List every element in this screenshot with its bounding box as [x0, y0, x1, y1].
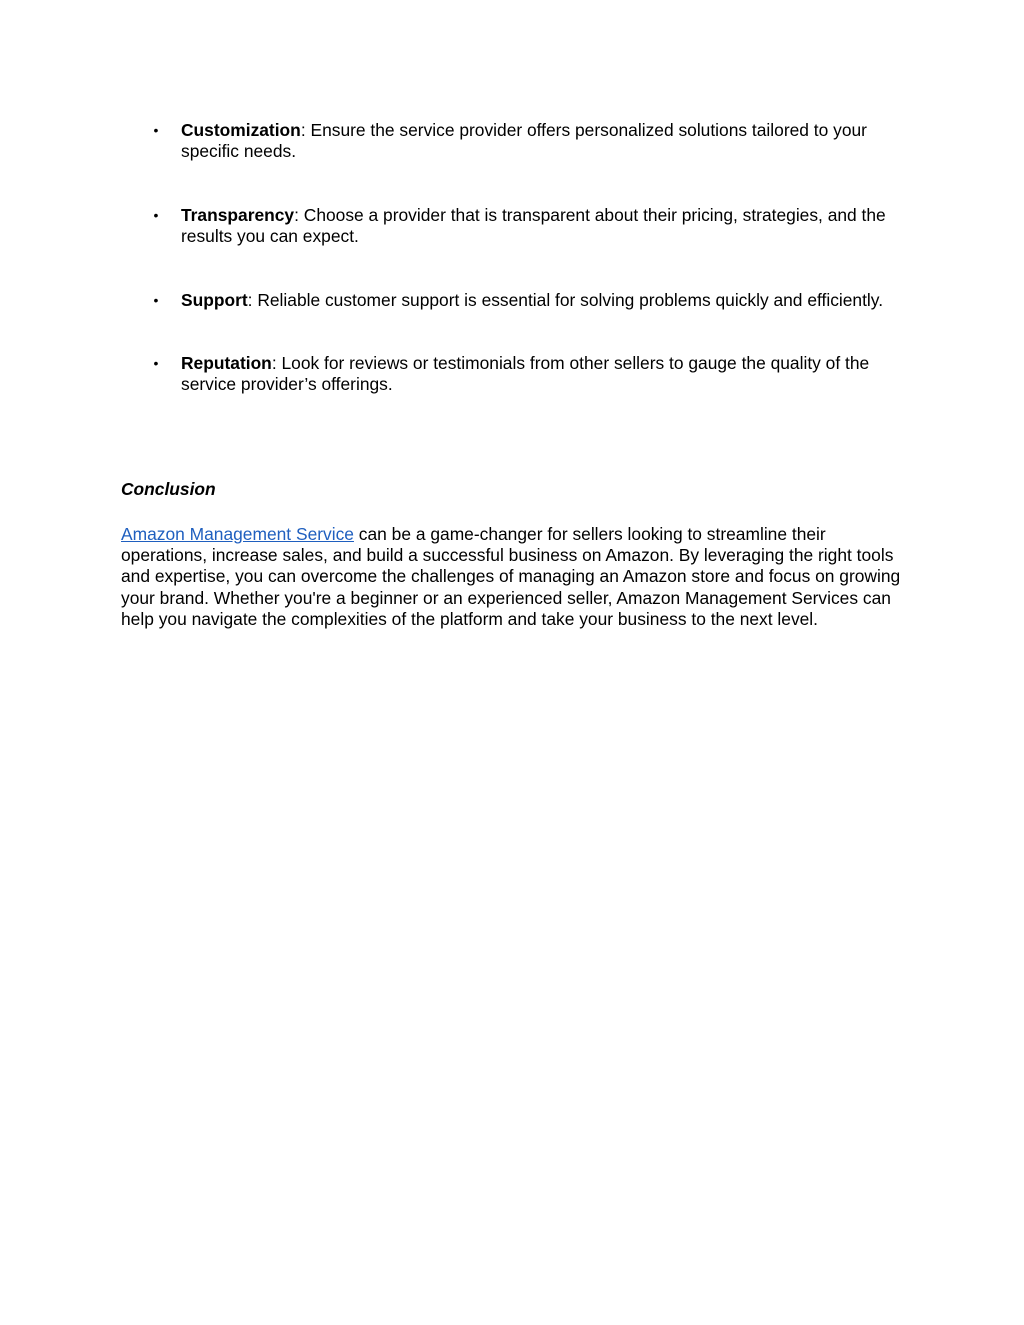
conclusion-paragraph	[121, 524, 911, 630]
bullet-icon: •	[153, 291, 159, 308]
amazon-management-service-link[interactable]: Amazon Management Service	[121, 524, 354, 544]
bullet-term: Transparency	[181, 204, 295, 225]
list-item	[0, 353, 1024, 395]
list-item	[0, 205, 1024, 247]
list-item	[0, 120, 1024, 162]
conclusion-body-text: can be a game-changer for sellers looking to streamline their operations, increase sales, and build a successful business on Amazon. By leveraging the right tools and expertise, you can overcome the challenges of managing an Amazon store and focus on growing your brand. Whether you're a beginner or an experienced seller, Amazon Management Services can help you navigate the complexities of the platform and take your business to the next level.	[121, 524, 901, 629]
bullet-text: : Look for reviews or testimonials from other sellers to gauge the quality of the service provider’s offerings.	[181, 353, 870, 395]
bullet-icon: •	[153, 355, 159, 372]
bullet-term: Customization	[181, 120, 301, 140]
bullet-icon: •	[153, 122, 159, 138]
list-item	[0, 290, 1024, 311]
bullet-list	[0, 120, 1024, 438]
bullet-term: Support	[181, 289, 248, 310]
bullet-text: : Ensure the service provider offers personalized solutions tailored to your specific needs.	[181, 120, 867, 162]
bullet-term: Reputation	[181, 353, 272, 374]
bullet-text: : Reliable customer support is essential for solving problems quickly and efficiently.	[247, 289, 884, 310]
conclusion-heading: Conclusion	[121, 479, 216, 499]
bullet-icon: •	[153, 206, 159, 223]
bullet-text: : Choose a provider that is transparent about their pricing, strategies, and the results you can expect.	[181, 204, 886, 246]
